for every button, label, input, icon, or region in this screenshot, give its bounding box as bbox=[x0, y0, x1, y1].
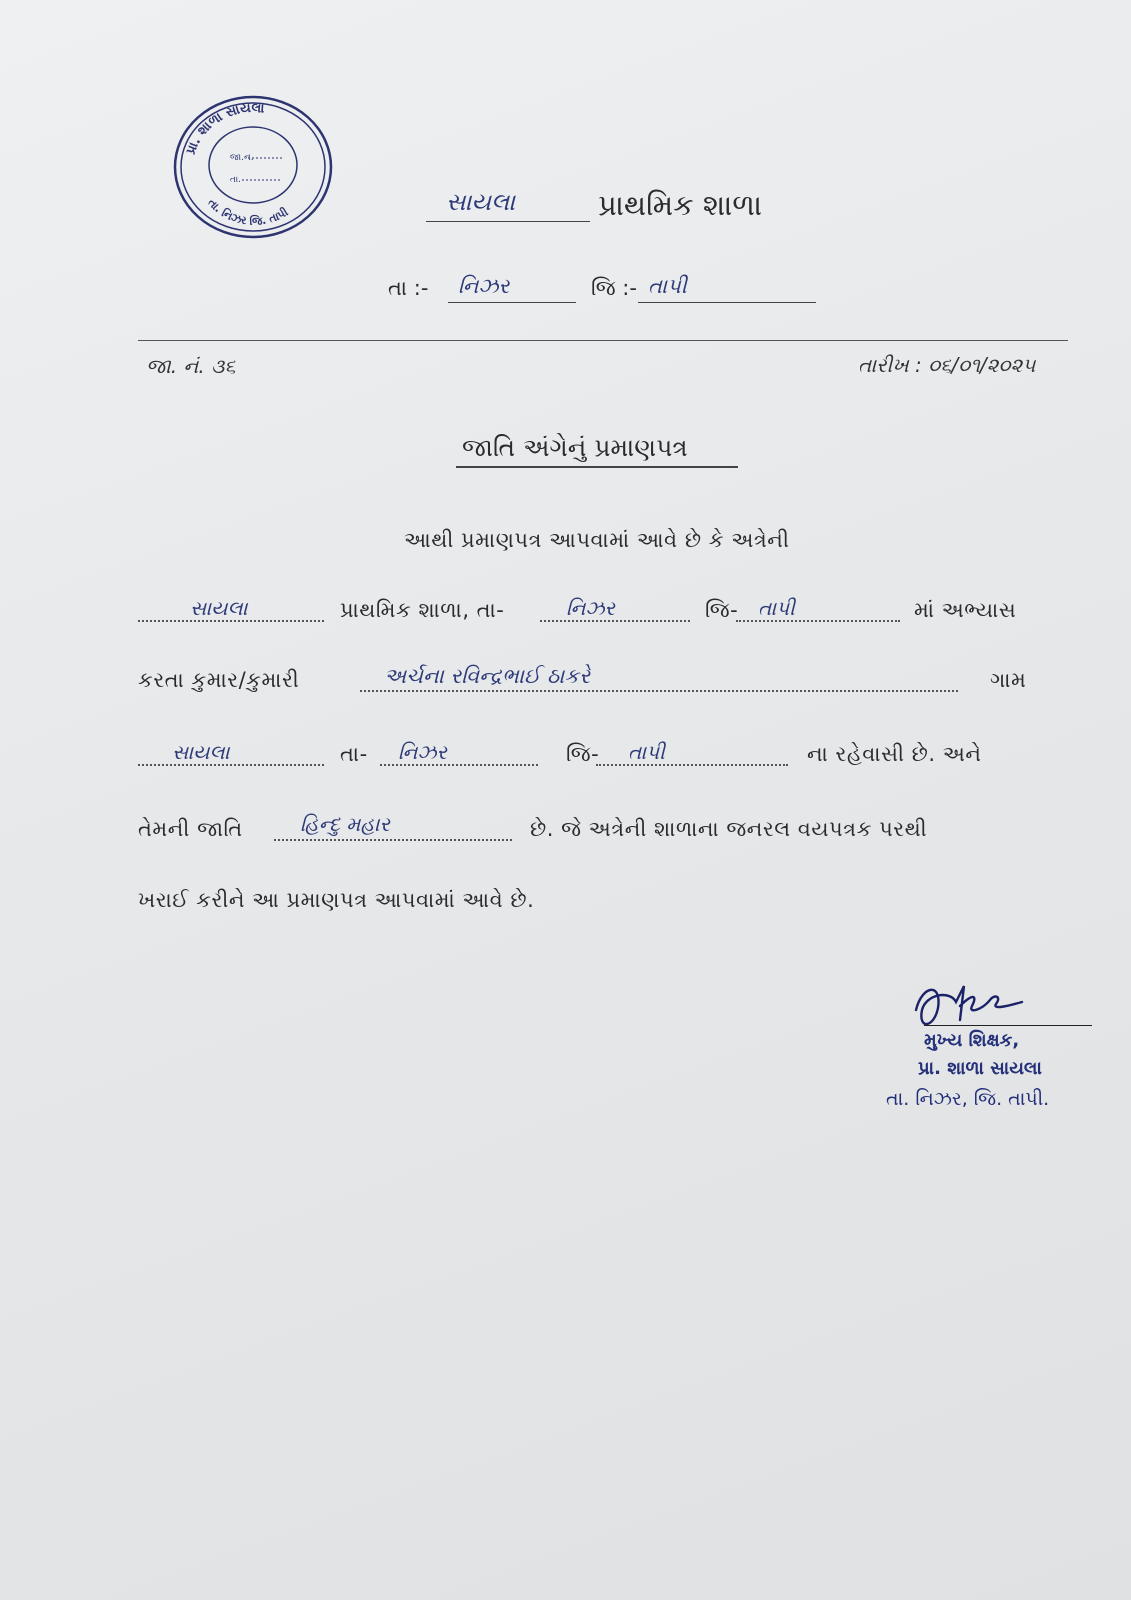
body-village-handwritten: સાયલા bbox=[172, 740, 230, 764]
seal-ring-bottom: તા. નિઝર જિ. તાપી bbox=[205, 196, 291, 228]
student-dotted-line bbox=[360, 690, 958, 692]
signature-line bbox=[924, 1025, 1092, 1026]
district-dotted-line-1 bbox=[736, 620, 900, 622]
header-taluka-label: તા :- bbox=[388, 276, 429, 300]
signatory-location: તા. નિઝર, જિ. તાપી. bbox=[886, 1088, 1050, 1110]
taluka-dotted-line-2 bbox=[380, 764, 538, 766]
school-seal-stamp bbox=[170, 92, 336, 242]
signatory-school: પ્રા. શાળા સાયલા bbox=[918, 1058, 1042, 1079]
body-district-label-2: જિ- bbox=[566, 742, 600, 766]
body-taluka-handwritten: નિઝર bbox=[566, 596, 615, 620]
header-divider bbox=[138, 340, 1068, 341]
header-school-type: પ્રાથમિક શાળા bbox=[598, 188, 763, 222]
body-caste-label: તેમની જાતિ bbox=[138, 817, 243, 841]
header-school-name-handwritten: સાયલા bbox=[446, 188, 515, 216]
taluka-dotted-line-1 bbox=[540, 620, 690, 622]
body-school-handwritten: સાયલા bbox=[190, 596, 248, 620]
caste-dotted-line bbox=[274, 839, 512, 841]
svg-text:પ્રા. શાળા સાયલા bbox=[183, 101, 264, 157]
signatory-title: મુખ્ય શિક્ષક, bbox=[924, 1030, 1020, 1051]
header-school-underline bbox=[426, 221, 590, 222]
body-village-label: ગામ bbox=[990, 668, 1027, 692]
body-district-handwritten: તાપી bbox=[758, 596, 795, 620]
header-district-underline bbox=[638, 302, 816, 303]
seal-inner-line2: તા. bbox=[230, 175, 242, 185]
certificate-title-underline bbox=[456, 466, 738, 468]
body-study-text: માં અભ્યાસ bbox=[914, 598, 1017, 622]
issue-date: તારીખ : ૦૬/૦૧/૨૦૨૫ bbox=[858, 353, 1036, 377]
seal-inner-line1: જા.ન. bbox=[230, 153, 254, 163]
body-caste-text: છે. જે અત્રેની શાળાના જનરલ વયપત્રક પરથી bbox=[530, 817, 928, 841]
body-line-1: આથી પ્રમાણપત્ર આપવામાં આવે છે કે અત્રેની bbox=[404, 528, 790, 552]
header-district-handwritten: તાપી bbox=[648, 274, 687, 298]
body-district-handwritten-2: તાપી bbox=[628, 740, 665, 764]
body-taluka-handwritten-2: નિઝર bbox=[398, 740, 447, 764]
reference-number: જા. નં. ૩૬ bbox=[146, 354, 236, 378]
body-district-label: જિ- bbox=[705, 598, 739, 622]
header-taluka-underline bbox=[448, 302, 576, 303]
body-caste-handwritten: હિન્દુ મહાર bbox=[300, 812, 390, 836]
district-dotted-line-2 bbox=[596, 764, 788, 766]
seal-ring-text: પ્રા. શાળા સાયલા bbox=[183, 100, 265, 157]
body-school-text: પ્રાથમિક શાળા, તા- bbox=[340, 598, 505, 622]
body-taluka-label: તા- bbox=[340, 742, 368, 766]
header-taluka-handwritten: નિઝર bbox=[458, 274, 510, 298]
body-student-handwritten: અર્ચના રવિન્દ્રભાઈ ઠાકરે bbox=[384, 664, 590, 688]
certificate-title: જાતિ અંગેનું પ્રમાણપત્ર bbox=[462, 433, 688, 462]
header-district-label: જિ :- bbox=[591, 276, 637, 300]
body-resident-text: ના રહેવાસી છે. અને bbox=[807, 742, 982, 766]
village-dotted-line bbox=[138, 764, 324, 766]
school-dotted-line bbox=[138, 620, 324, 622]
body-closing: ખરાઈ કરીને આ પ્રમાણપત્ર આપવામાં આવે છે. bbox=[138, 888, 535, 912]
body-student-label: કરતા કુમાર/કુમારી bbox=[138, 668, 300, 692]
